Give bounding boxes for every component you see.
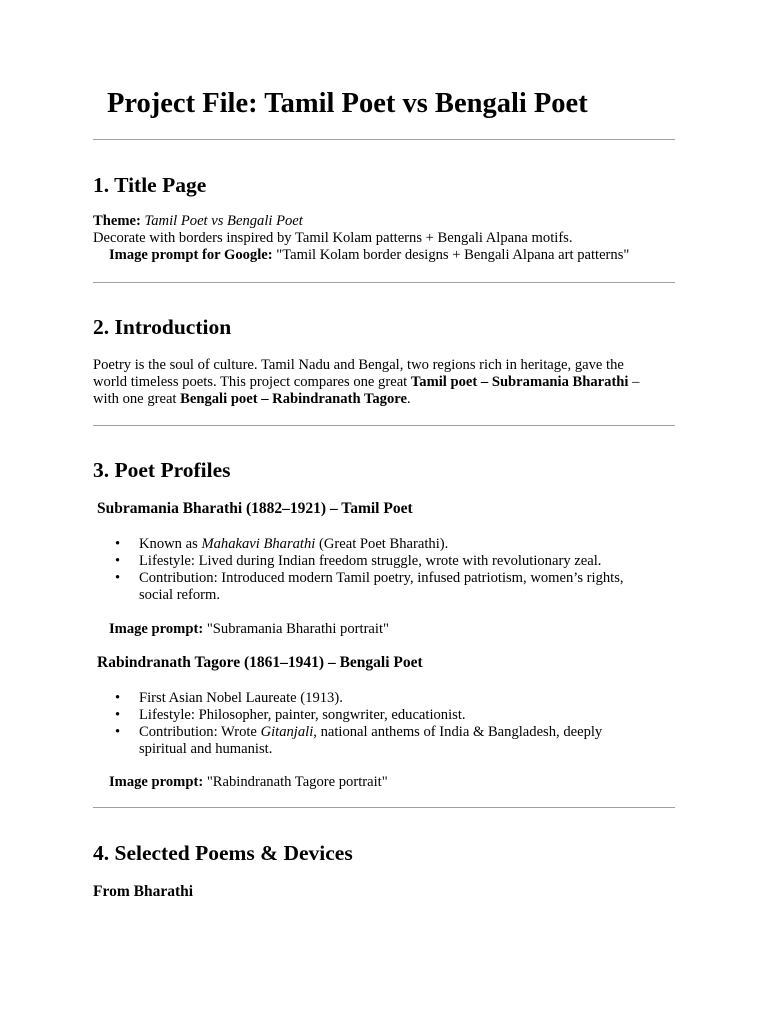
bharathi-image-prompt bbox=[93, 621, 675, 638]
prompt-line bbox=[93, 621, 675, 638]
list-text: Known as bbox=[139, 536, 202, 552]
list-text: social reform. bbox=[139, 587, 221, 603]
intro-line-3 bbox=[93, 391, 675, 408]
list-item: • Lifestyle: Lived during Indian freedom struggle, wrote with revolutionary zeal. bbox=[93, 553, 675, 570]
list-text: (Great Poet Bharathi). bbox=[315, 536, 449, 552]
list-item bbox=[93, 724, 675, 758]
decorate-line: Decorate with borders inspired by Tamil Kolam patterns + Bengali Alpana motifs. bbox=[93, 230, 573, 246]
document-title: Project File: Tamil Poet vs Bengali Poet bbox=[107, 88, 588, 119]
theme-label: Theme: bbox=[93, 213, 141, 229]
title-page-details bbox=[93, 213, 675, 264]
bharathi-heading: Subramania Bharathi (1882–1921) – Tamil Poet bbox=[97, 500, 413, 517]
from-bharathi-heading: From Bharathi bbox=[93, 883, 194, 900]
section-heading-title-page: 1. Title Page bbox=[93, 173, 207, 197]
tagore-heading: Rabindranath Tagore (1861–1941) – Bengali Poet bbox=[97, 654, 423, 671]
tagore-list bbox=[93, 690, 675, 758]
divider bbox=[93, 425, 675, 426]
bengali-poet-highlight: Bengali poet – Rabindranath Tagore bbox=[180, 391, 407, 407]
theme-line bbox=[93, 213, 675, 230]
image-prompt-value: "Rabindranath Tagore portrait" bbox=[206, 774, 388, 790]
image-prompt-value: "Subramania Bharathi portrait" bbox=[206, 621, 389, 637]
section-heading-introduction: 2. Introduction bbox=[93, 315, 232, 339]
tagore-image-prompt bbox=[93, 774, 675, 791]
google-image-prompt bbox=[93, 247, 675, 264]
image-prompt-label: Image prompt: bbox=[109, 774, 204, 790]
intro-line-2 bbox=[93, 374, 675, 391]
list-text: , national anthems of India & Bangladesh, deeply bbox=[313, 724, 603, 740]
list-item: • Lifestyle: Philosopher, painter, songwriter, educationist. bbox=[93, 707, 675, 724]
theme-value: Tamil Poet vs Bengali Poet bbox=[144, 213, 303, 229]
prompt-line bbox=[93, 774, 675, 791]
image-prompt-label: Image prompt: bbox=[109, 621, 204, 637]
intro-line-1: Poetry is the soul of culture. Tamil Nadu and Bengal, two regions rich in heritage, gave the bbox=[93, 357, 624, 373]
list-item bbox=[93, 570, 675, 604]
tamil-poet-highlight: Tamil poet – Subramania Bharathi bbox=[410, 374, 629, 390]
intro-text: with one great bbox=[93, 391, 181, 407]
list-text: Contribution: Wrote bbox=[139, 724, 261, 740]
introduction-paragraph bbox=[93, 357, 675, 408]
intro-text: world timeless poets. This project compares one great bbox=[93, 374, 411, 390]
list-text-line bbox=[139, 724, 675, 741]
list-text-italic: Mahakavi Bharathi bbox=[201, 536, 316, 552]
divider bbox=[93, 282, 675, 283]
section-heading-selected-poems: 4. Selected Poems & Devices bbox=[93, 841, 353, 865]
list-item bbox=[93, 536, 675, 553]
list-text: spiritual and humanist. bbox=[139, 741, 273, 757]
list-text-italic: Gitanjali bbox=[260, 724, 314, 740]
bharathi-list bbox=[93, 536, 675, 604]
intro-text: . bbox=[406, 391, 411, 407]
section-heading-poet-profiles: 3. Poet Profiles bbox=[93, 458, 231, 482]
divider bbox=[93, 139, 675, 140]
image-prompt-value: "Tamil Kolam border designs + Bengali Alpana art patterns" bbox=[276, 247, 630, 263]
divider bbox=[93, 807, 675, 808]
list-item: • First Asian Nobel Laureate (1913). bbox=[93, 690, 675, 707]
image-prompt-label: Image prompt for Google: bbox=[109, 247, 273, 263]
intro-text: – bbox=[628, 374, 640, 390]
list-text: • Contribution: Introduced modern Tamil poetry, infused patriotism, women’s rights, bbox=[139, 570, 624, 586]
